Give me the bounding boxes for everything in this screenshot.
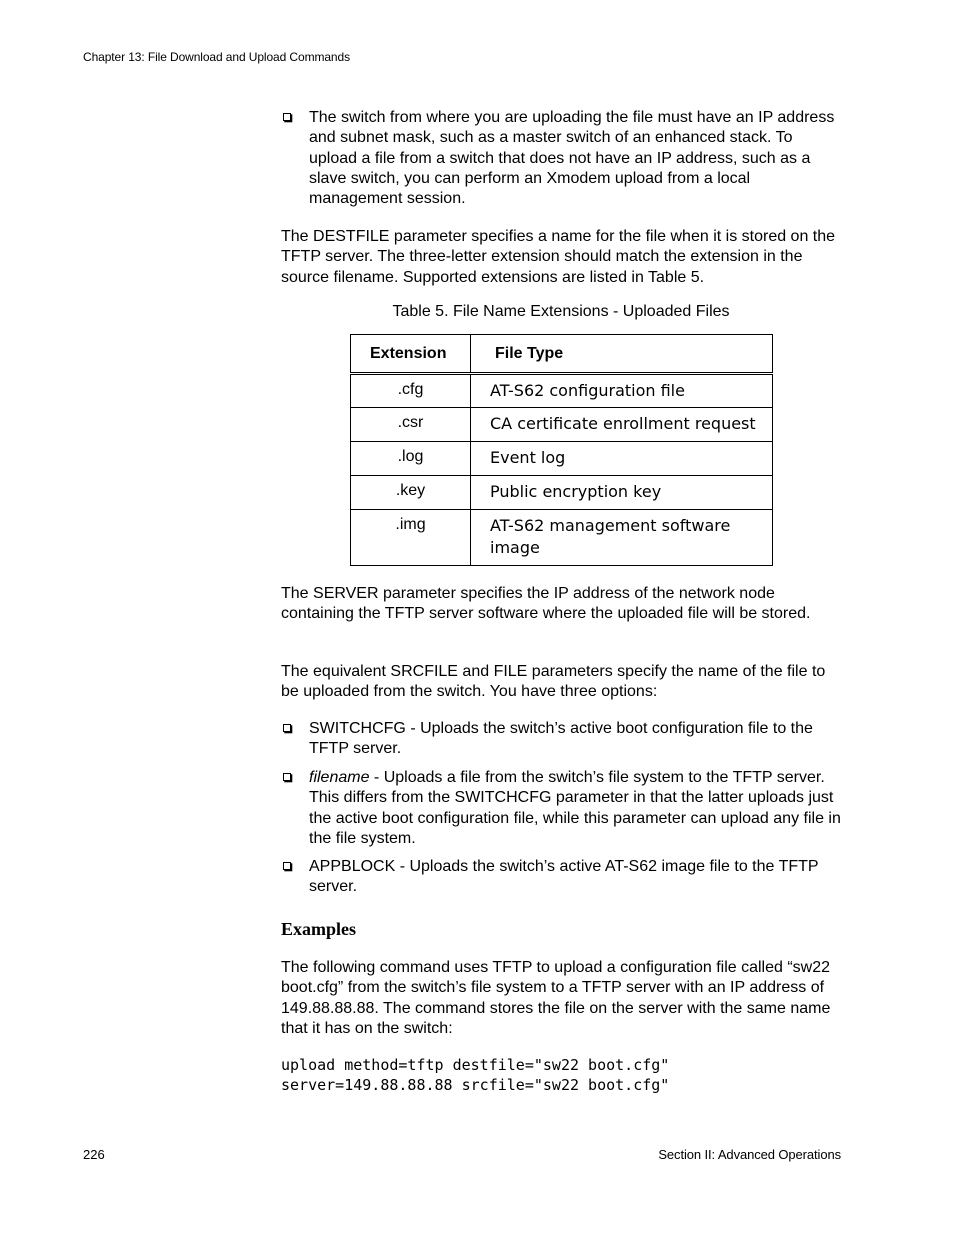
code-block xyxy=(281,1055,669,1095)
checkbox-bullet-icon xyxy=(283,113,291,121)
extension-cell: .log xyxy=(351,442,471,476)
table-header-row xyxy=(351,335,773,374)
table-row xyxy=(351,408,773,442)
destfile-paragraph: The DESTFILE parameter specifies a name for the file when it is stored on the TFTP server. The three-letter extension should match the extension in the source filename. Supported extensions are listed in Table 5. xyxy=(281,228,836,286)
server-paragraph: The SERVER parameter specifies the IP address of the network node containing the TFTP server software where the uploaded file will be stored. xyxy=(281,585,811,623)
example-paragraph: The following command uses TFTP to upload a configuration file called “sw22 boot.cfg” from the switch’s file system to a TFTP server with an IP address of 149.88.88.88. The command stores the file on the server with the same name that it has on the switch: xyxy=(281,959,831,1037)
table-row xyxy=(351,510,773,566)
checkbox-bullet-icon xyxy=(283,862,291,870)
checkbox-bullet-icon xyxy=(283,724,291,732)
option-item xyxy=(281,719,841,760)
bullet-text: The switch from where you are uploading the file must have an IP address and subnet mask, such as a master switch of an enhanced stack. To upload a file from a switch that does not have an IP address, such as a slave switch, you can perform an Xmodem upload from a local management session. xyxy=(309,109,835,208)
section-footer: Section II: Advanced Operations xyxy=(658,1147,841,1162)
option-text: - Uploads a file from the switch’s file system to the TFTP server. This differs from the SWITCHCFG parameter in that the latter uploads just the active boot configuration file, while this parameter can upload any file in the file system. xyxy=(309,769,841,847)
checkbox-bullet-icon xyxy=(283,773,291,781)
option-item xyxy=(281,857,841,898)
table-caption: Table 5. File Name Extensions - Uploaded Files xyxy=(392,303,730,320)
code-line: upload method=tftp destfile="sw22 boot.cfg" xyxy=(281,1056,670,1074)
option-text: APPBLOCK - Uploads the switch’s active AT-S62 image file to the TFTP server. xyxy=(309,858,819,896)
option-item xyxy=(281,768,841,849)
table-row xyxy=(351,442,773,476)
column-header-extension: Extension xyxy=(351,335,471,374)
srcfile-paragraph: The equivalent SRCFILE and FILE parameters specify the name of the file to be uploaded from the switch. You have three options: xyxy=(281,663,826,701)
extensions-table xyxy=(350,334,773,566)
extension-cell: .csr xyxy=(351,408,471,442)
file-type-cell: CA certificate enrollment request xyxy=(471,408,773,442)
file-type-cell: Event log xyxy=(471,442,773,476)
file-type-cell: AT-S62 management software image xyxy=(471,510,773,566)
page-number: 226 xyxy=(83,1147,105,1162)
option-text: SWITCHCFG - Uploads the switch’s active boot configuration file to the TFTP server. xyxy=(309,720,813,758)
option-term: filename xyxy=(309,769,370,786)
table-row xyxy=(351,374,773,408)
code-line: server=149.88.88.88 srcfile="sw22 boot.cfg" xyxy=(281,1076,670,1094)
column-header-file-type: File Type xyxy=(471,335,773,374)
extension-cell: .cfg xyxy=(351,374,471,408)
file-type-cell: AT-S62 configuration file xyxy=(471,374,773,408)
extension-cell: .key xyxy=(351,476,471,510)
bullet-item xyxy=(281,108,841,209)
option-text-wrapper xyxy=(309,768,841,849)
extension-cell: .img xyxy=(351,510,471,566)
running-header: Chapter 13: File Download and Upload Commands xyxy=(83,50,350,64)
examples-heading: Examples xyxy=(281,919,357,939)
table-row xyxy=(351,476,773,510)
file-type-cell: Public encryption key xyxy=(471,476,773,510)
